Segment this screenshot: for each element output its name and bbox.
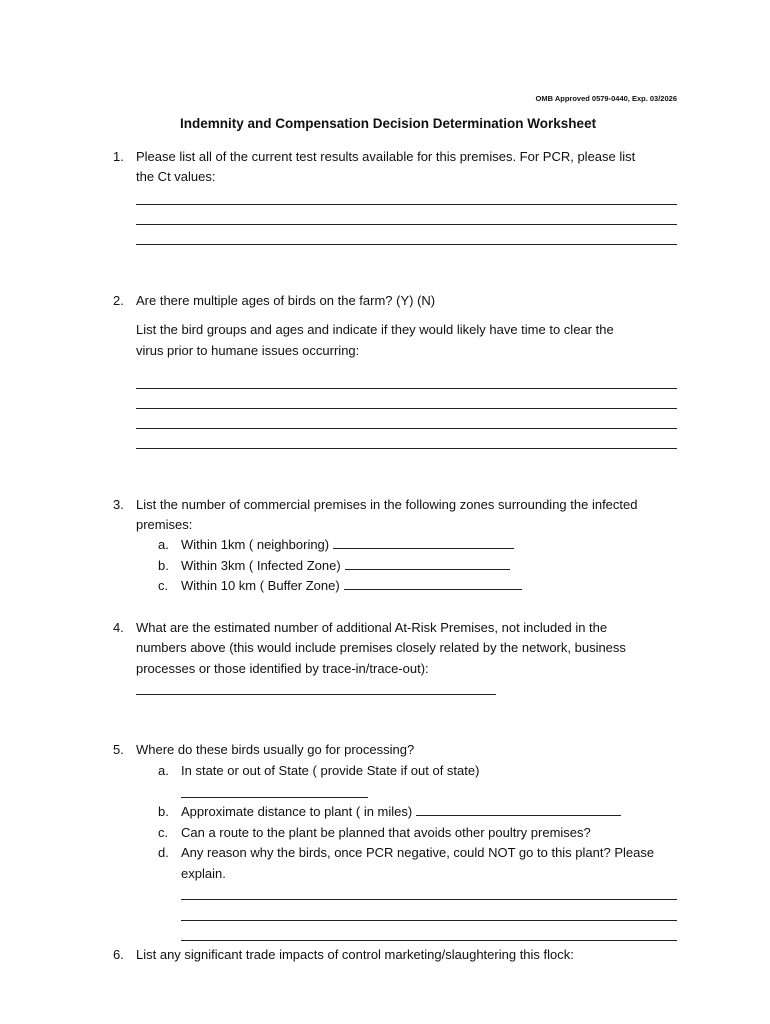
q5-answer-line-1[interactable] bbox=[181, 899, 677, 900]
q5-item-d-text-line1: Any reason why the birds, once PCR negative, could NOT go to this plant? Please bbox=[181, 845, 655, 860]
page-title: Indemnity and Compensation Decision Determination Worksheet bbox=[180, 116, 597, 131]
q2-answer-line-3[interactable] bbox=[136, 428, 677, 429]
q2-number: 2. bbox=[113, 293, 124, 308]
q1-text-line2: the Ct values: bbox=[136, 169, 216, 184]
q3-item-c bbox=[181, 576, 522, 596]
q5-answer-line-2[interactable] bbox=[181, 920, 677, 921]
q1-number: 1. bbox=[113, 149, 124, 164]
q3-item-c-text: Within 10 km ( Buffer Zone) bbox=[181, 578, 340, 593]
q4-text-line2: numbers above (this would include premises closely related by the network, business bbox=[136, 640, 626, 655]
q5-item-b-blank[interactable] bbox=[416, 802, 621, 816]
q2-answer-line-4[interactable] bbox=[136, 448, 677, 449]
q5-answer-line-3[interactable] bbox=[181, 940, 677, 941]
q5-item-c-letter: c. bbox=[158, 825, 169, 840]
q3-item-b-blank[interactable] bbox=[345, 556, 510, 570]
q5-item-b-letter: b. bbox=[158, 804, 169, 819]
q4-answer-line[interactable] bbox=[136, 694, 496, 695]
q4-number: 4. bbox=[113, 620, 124, 635]
q5-item-a-blank[interactable] bbox=[181, 797, 368, 798]
q3-item-c-blank[interactable] bbox=[344, 576, 522, 590]
q3-number: 3. bbox=[113, 497, 124, 512]
omb-approval: OMB Approved 0579-0440, Exp. 03/2026 bbox=[535, 94, 677, 103]
q5-item-a-text: In state or out of State ( provide State if out of state) bbox=[181, 763, 480, 778]
q4-text-line3: processes or those identified by trace-in/trace-out): bbox=[136, 661, 429, 676]
q3-item-a bbox=[181, 535, 514, 555]
q4-text-line1: What are the estimated number of additional At-Risk Premises, not included in the bbox=[136, 620, 608, 635]
q2-answer-line-2[interactable] bbox=[136, 408, 677, 409]
q5-item-d-letter: d. bbox=[158, 845, 169, 860]
q6-number: 6. bbox=[113, 947, 124, 962]
q5-item-b-text: Approximate distance to plant ( in miles) bbox=[181, 804, 413, 819]
q1-answer-line-1[interactable] bbox=[136, 204, 677, 205]
q5-item-c-text: Can a route to the plant be planned that avoids other poultry premises? bbox=[181, 825, 591, 840]
q5-item-d-text-line2: explain. bbox=[181, 866, 226, 881]
q3-item-b-text: Within 3km ( Infected Zone) bbox=[181, 558, 341, 573]
q3-item-a-blank[interactable] bbox=[333, 535, 514, 549]
q5-item-a-letter: a. bbox=[158, 763, 169, 778]
q5-number: 5. bbox=[113, 742, 124, 757]
q1-text-line1: Please list all of the current test results available for this premises. For PCR, please list bbox=[136, 149, 636, 164]
q2-text: Are there multiple ages of birds on the farm? (Y) (N) bbox=[136, 293, 436, 308]
q2-sub-line2: virus prior to humane issues occurring: bbox=[136, 343, 360, 358]
q3-item-c-letter: c. bbox=[158, 578, 169, 593]
q6-text: List any significant trade impacts of control marketing/slaughtering this flock: bbox=[136, 947, 574, 962]
q5-text: Where do these birds usually go for processing? bbox=[136, 742, 415, 757]
q3-text-line2: premises: bbox=[136, 517, 193, 532]
q2-sub-line1: List the bird groups and ages and indicate if they would likely have time to clear the bbox=[136, 322, 614, 337]
q5-item-b bbox=[181, 802, 621, 822]
q3-item-b bbox=[181, 556, 510, 576]
q2-answer-line-1[interactable] bbox=[136, 388, 677, 389]
q3-item-a-letter: a. bbox=[158, 537, 169, 552]
q3-text-line1: List the number of commercial premises in the following zones surrounding the infected bbox=[136, 497, 638, 512]
q3-item-a-text: Within 1km ( neighboring) bbox=[181, 537, 330, 552]
q3-item-b-letter: b. bbox=[158, 558, 169, 573]
q1-answer-line-2[interactable] bbox=[136, 224, 677, 225]
q1-answer-line-3[interactable] bbox=[136, 244, 677, 245]
